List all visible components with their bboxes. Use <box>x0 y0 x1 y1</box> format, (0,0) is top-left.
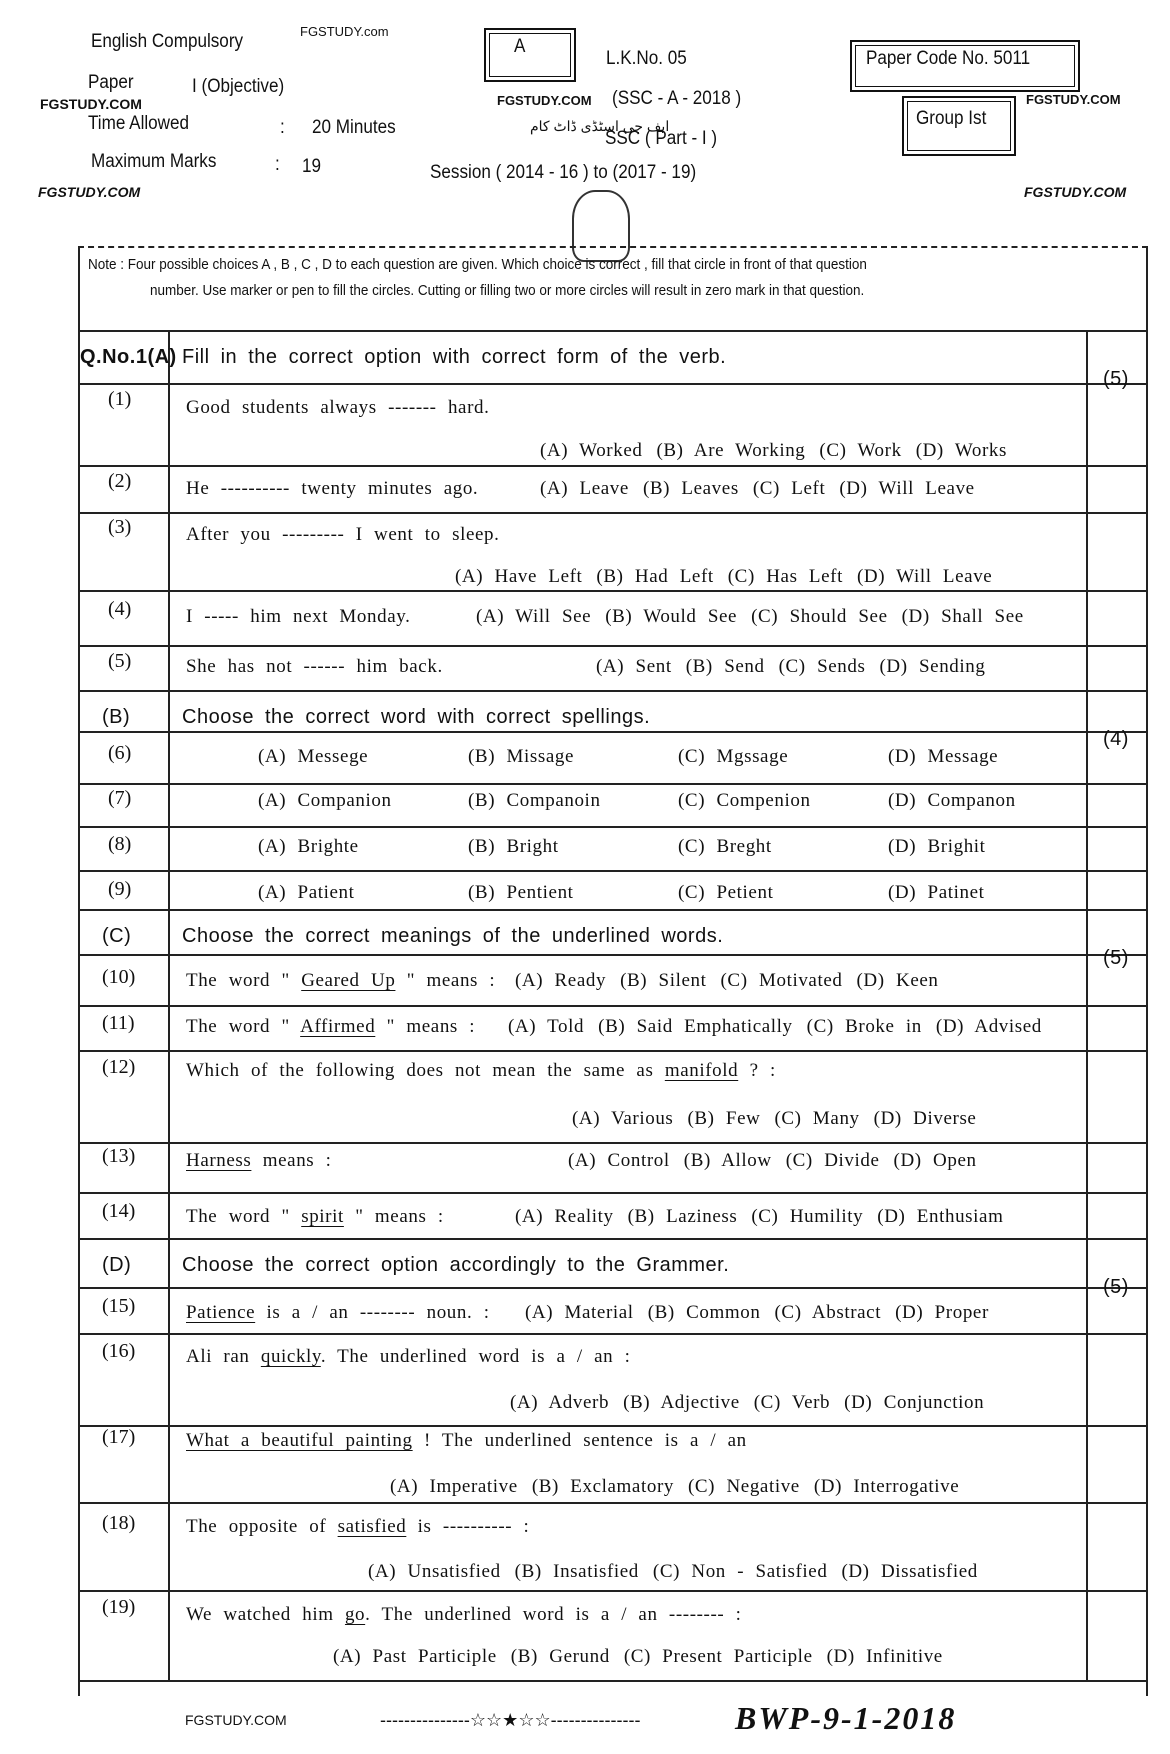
option-a[interactable]: (A) Unsatisfied <box>368 1561 501 1582</box>
options-row <box>515 1206 1017 1228</box>
option-a[interactable]: (A) Companion <box>258 790 392 811</box>
question-number: (5) <box>108 650 132 672</box>
urdu-watermark: ایف جی اسٹڈی ڈاٹ کام <box>530 118 670 134</box>
question-number: (10) <box>102 966 136 988</box>
option-a[interactable]: (A) Will See <box>476 606 592 627</box>
option-d[interactable]: (D) Dissatisfied <box>841 1561 978 1582</box>
options-row <box>596 656 1000 678</box>
watermark: FGSTUDY.COM <box>1024 184 1127 200</box>
option-c[interactable]: (C) Abstract <box>774 1302 882 1323</box>
section-label: (B) <box>102 706 131 728</box>
question-text-part: The opposite of <box>186 1516 338 1537</box>
option-c[interactable]: (C) Work <box>819 440 902 461</box>
paper-code: Paper Code No. 5011 <box>866 48 1031 69</box>
question-text-part: Which of the following does not mean the same as <box>186 1060 665 1081</box>
option-c[interactable]: (C) Petient <box>678 882 774 903</box>
options-row <box>455 566 1006 588</box>
option-c[interactable]: (C) Left <box>752 478 826 499</box>
option-a[interactable]: (A) Adverb <box>510 1392 610 1413</box>
row-divider <box>80 330 1146 332</box>
option-a[interactable]: (A) Messege <box>258 746 369 767</box>
section-title: Fill in the correct option with correct form of the verb. <box>182 346 727 368</box>
option-c[interactable]: (C) Should See <box>751 606 888 627</box>
option-c[interactable]: (C) Many <box>774 1108 860 1129</box>
underlined-word: manifold <box>664 1060 739 1081</box>
option-d[interactable]: (D) Enthusiam <box>877 1206 1004 1227</box>
row-divider <box>80 1425 1146 1427</box>
options-row <box>258 746 1098 768</box>
question-text-part: She has not ------ him back. <box>186 656 443 677</box>
watermark: FGSTUDY.com <box>300 24 389 39</box>
question-number: (13) <box>102 1145 136 1167</box>
option-c[interactable]: (C) Broke in <box>806 1016 922 1037</box>
section-label: Q.No.1(A) <box>80 346 177 368</box>
option-b[interactable]: (B) Laziness <box>627 1206 738 1227</box>
underlined-word: spirit <box>301 1206 344 1227</box>
option-b[interactable]: (B) Bright <box>468 836 559 857</box>
underlined-word: satisfied <box>337 1516 407 1537</box>
option-b[interactable]: (B) Silent <box>620 970 707 991</box>
option-b[interactable]: (B) Gerund <box>510 1646 610 1667</box>
row-divider <box>80 690 1146 692</box>
question-text <box>186 397 489 419</box>
handwritten-date: BWP-9-1-2018 <box>735 1700 957 1736</box>
paper-label: Paper <box>88 72 134 93</box>
option-d[interactable]: (D) Interrogative <box>813 1476 960 1497</box>
option-c[interactable]: (C) Has Left <box>727 566 843 587</box>
row-divider <box>80 826 1146 828</box>
question-text <box>186 524 499 546</box>
option-b[interactable]: (B) Send <box>685 656 765 677</box>
question-text-part: " means : <box>375 1016 476 1037</box>
underlined-word: go <box>344 1604 366 1625</box>
row-divider <box>80 590 1146 592</box>
question-text <box>186 1346 630 1368</box>
option-c[interactable]: (C) Compenion <box>678 790 811 811</box>
question-text-part: We watched him <box>186 1604 345 1625</box>
option-b[interactable]: (B) Exclamatory <box>531 1476 674 1497</box>
row-divider <box>80 1590 1146 1592</box>
question-number: (17) <box>102 1426 136 1448</box>
note-line-2: number. Use marker or pen to fill the circles. Cutting or filling two or more circles will result in zero mark in that question. <box>150 282 865 299</box>
question-text <box>186 1516 529 1538</box>
options-row <box>368 1561 992 1583</box>
option-d[interactable]: (D) Shall See <box>901 606 1024 627</box>
question-number: (8) <box>108 833 132 855</box>
colon: : <box>275 154 280 175</box>
watermark: FGSTUDY.COM <box>40 96 142 112</box>
option-c[interactable]: (C) Verb <box>753 1392 831 1413</box>
option-d[interactable]: (D) Works <box>915 440 1008 461</box>
exam-part: SSC ( Part - I ) <box>605 128 718 149</box>
option-a[interactable]: (A) Patient <box>258 882 355 903</box>
question-text <box>186 656 443 678</box>
options-row <box>258 836 1098 858</box>
row-divider <box>80 645 1146 647</box>
row-divider <box>80 1192 1146 1194</box>
question-text <box>186 1060 776 1082</box>
row-divider <box>80 1050 1146 1052</box>
options-row <box>540 440 1021 462</box>
question-text-part: ? : <box>738 1060 776 1081</box>
question-number: (4) <box>108 598 132 620</box>
option-d[interactable]: (D) Infinitive <box>826 1646 943 1667</box>
row-divider <box>80 909 1146 911</box>
exam-name: (SSC - A - 2018 ) <box>612 88 742 109</box>
group: Group Ist <box>916 108 987 129</box>
paper-letter-box <box>484 28 576 82</box>
subject-title: English Compulsory <box>91 31 244 52</box>
watermark: FGSTUDY.COM <box>38 184 141 200</box>
option-d[interactable]: (D) Sending <box>879 656 986 677</box>
question-text <box>186 970 495 992</box>
row-divider <box>80 954 1146 956</box>
question-text-part: is ---------- : <box>406 1516 530 1537</box>
option-c[interactable]: (C) Non - Satisfied <box>652 1561 828 1582</box>
question-number: (12) <box>102 1056 136 1078</box>
underlined-word: quickly <box>260 1346 321 1367</box>
section-marks: (4) <box>1103 728 1129 750</box>
question-text <box>186 1604 742 1626</box>
option-d[interactable]: (D) Patinet <box>888 882 985 903</box>
row-divider <box>80 1287 1146 1289</box>
underlined-word: Affirmed <box>300 1016 376 1037</box>
section-marks: (5) <box>1103 947 1129 969</box>
option-c[interactable]: (C) Humility <box>751 1206 864 1227</box>
row-divider <box>80 731 1146 733</box>
option-a[interactable]: (A) Past Participle <box>333 1646 497 1667</box>
question-text-part: " means : <box>343 1206 444 1227</box>
option-c[interactable]: (C) Motivated <box>720 970 843 991</box>
option-d[interactable]: (D) Open <box>893 1150 977 1171</box>
marks-label: Maximum Marks <box>91 151 217 172</box>
question-text-part: He ---------- twenty minutes ago. <box>186 478 479 499</box>
question-text-part: . The underlined word is a / an -------- : <box>365 1604 742 1625</box>
option-d[interactable]: (D) Keen <box>856 970 939 991</box>
row-divider <box>80 1005 1146 1007</box>
row-divider <box>80 383 1146 385</box>
footer-stars: ---------------☆☆★☆☆--------------- <box>380 1710 641 1730</box>
colon: : <box>280 117 285 138</box>
question-number: (9) <box>108 878 132 900</box>
option-b[interactable]: (B) Pentient <box>468 882 574 903</box>
question-number: (15) <box>102 1295 136 1317</box>
watermark: FGSTUDY.COM <box>497 93 592 108</box>
options-row <box>258 790 1098 812</box>
question-text-part: " means : <box>395 970 496 991</box>
option-b[interactable]: (B) Common <box>647 1302 761 1323</box>
question-number: (11) <box>102 1012 135 1034</box>
underlined-word: Geared Up <box>301 970 396 991</box>
option-b[interactable]: (B) Are Working <box>656 440 806 461</box>
question-number: (14) <box>102 1200 136 1222</box>
question-text-part: The word " <box>186 970 302 991</box>
option-b[interactable]: (B) Leaves <box>642 478 739 499</box>
question-text-part: After you --------- I went to sleep. <box>186 524 500 545</box>
option-d[interactable]: (D) Conjunction <box>844 1392 985 1413</box>
row-divider <box>80 870 1146 872</box>
row-divider <box>80 1142 1146 1144</box>
options-row <box>540 478 989 500</box>
question-text-part: ! The underlined sentence is a / an <box>412 1430 747 1451</box>
question-text <box>186 1206 444 1228</box>
option-a[interactable]: (A) Material <box>525 1302 634 1323</box>
options-row <box>515 970 953 992</box>
option-b[interactable]: (B) Insatisfied <box>514 1561 639 1582</box>
section-label: (C) <box>102 925 132 947</box>
section-marks: (5) <box>1103 1276 1129 1298</box>
option-c[interactable]: (C) Present Participle <box>623 1646 813 1667</box>
row-divider <box>80 1333 1146 1335</box>
section-title: Choose the correct meanings of the underlined words. <box>182 925 724 947</box>
session: Session ( 2014 - 16 ) to (2017 - 19) <box>430 162 697 183</box>
option-d[interactable]: (D) Will Leave <box>856 566 993 587</box>
options-row <box>508 1016 1056 1038</box>
question-text <box>186 1430 747 1452</box>
option-a[interactable]: (A) Reality <box>515 1206 614 1227</box>
question-number: (2) <box>108 470 132 492</box>
option-c[interactable]: (C) Breght <box>678 836 772 857</box>
question-text-part: The word " <box>186 1206 302 1227</box>
section-label: (D) <box>102 1254 132 1276</box>
option-d[interactable]: (D) Companon <box>888 790 1016 811</box>
lk-number: L.K.No. 05 <box>606 48 687 69</box>
option-a[interactable]: (A) Brighte <box>258 836 359 857</box>
question-number: (16) <box>102 1340 136 1362</box>
question-text-part: The word " <box>186 1016 301 1037</box>
option-b[interactable]: (B) Missage <box>468 746 575 767</box>
row-divider <box>80 512 1146 514</box>
watermark: FGSTUDY.COM <box>1026 92 1121 107</box>
option-c[interactable]: (C) Divide <box>785 1150 880 1171</box>
options-row <box>525 1302 1003 1324</box>
option-d[interactable]: (D) Advised <box>935 1016 1042 1037</box>
option-a[interactable]: (A) Imperative <box>390 1476 518 1497</box>
option-d[interactable]: (D) Will Leave <box>839 478 975 499</box>
question-number: (19) <box>102 1596 136 1618</box>
option-d[interactable]: (D) Brighit <box>888 836 986 857</box>
options-row <box>568 1150 991 1172</box>
option-c[interactable]: (C) Sends <box>778 656 866 677</box>
options-row <box>510 1392 998 1414</box>
options-row <box>572 1108 990 1130</box>
question-number: (1) <box>108 388 132 410</box>
option-a[interactable]: (A) Various <box>572 1108 674 1129</box>
section-title: Choose the correct word with correct spellings. <box>182 706 651 728</box>
question-text-part: Ali ran <box>186 1346 261 1367</box>
option-c[interactable]: (C) Negative <box>687 1476 800 1497</box>
row-divider <box>80 783 1146 785</box>
underlined-word: What a beautiful painting <box>186 1430 413 1451</box>
question-text <box>186 1016 475 1038</box>
footer-site: FGSTUDY.COM <box>185 1712 287 1728</box>
frame-left-border <box>78 326 80 1696</box>
underlined-word: Patience <box>186 1302 256 1323</box>
question-text-part: Good students always ------- hard. <box>186 397 490 418</box>
section-marks: (5) <box>1103 368 1129 390</box>
question-text-part: I ----- him next Monday. <box>186 606 411 627</box>
question-number: (7) <box>108 787 132 809</box>
question-text <box>186 1150 332 1172</box>
row-divider <box>80 1502 1146 1504</box>
paper-letter: A <box>514 36 526 57</box>
option-d[interactable]: (D) Diverse <box>873 1108 977 1129</box>
time-label: Time Allowed <box>88 113 190 134</box>
options-row <box>390 1476 973 1498</box>
note-line-1: Note : Four possible choices A , B , C , D to each question are given. Which choice is correct , fill that circle in front of that question <box>88 256 867 273</box>
marks-value: 19 <box>302 156 322 177</box>
option-b[interactable]: (B) Allow <box>683 1150 772 1171</box>
option-b[interactable]: (B) Adjective <box>623 1392 740 1413</box>
option-d[interactable]: (D) Proper <box>895 1302 989 1323</box>
option-b[interactable]: (B) Would See <box>605 606 738 627</box>
options-row <box>258 882 1098 904</box>
option-a[interactable]: (A) Worked <box>540 440 643 461</box>
option-a[interactable]: (A) Have Left <box>455 566 583 587</box>
option-a[interactable]: (A) Sent <box>596 656 672 677</box>
option-b[interactable]: (B) Had Left <box>596 566 714 587</box>
question-text <box>186 478 478 500</box>
options-row <box>333 1646 957 1668</box>
option-b[interactable]: (B) Companoin <box>468 790 601 811</box>
option-a[interactable]: (A) Told <box>508 1016 585 1037</box>
row-divider <box>80 465 1146 467</box>
option-a[interactable]: (A) Ready <box>515 970 607 991</box>
question-number: (3) <box>108 516 132 538</box>
section-title: Choose the correct option accordingly to the Grammer. <box>182 1254 730 1276</box>
question-text-part: is a / an -------- noun. : <box>255 1302 490 1323</box>
frame-right-border <box>1146 326 1148 1696</box>
option-d[interactable]: (D) Message <box>888 746 999 767</box>
question-number: (18) <box>102 1512 136 1534</box>
time-value: 20 Minutes <box>312 117 396 138</box>
underlined-word: Harness <box>186 1150 252 1171</box>
option-a[interactable]: (A) Leave <box>540 478 629 499</box>
row-divider <box>80 1680 1146 1682</box>
question-text-part: means : <box>251 1150 332 1171</box>
question-text-part: . The underlined word is a / an : <box>320 1346 631 1367</box>
row-divider <box>80 1238 1146 1240</box>
question-text <box>186 606 410 628</box>
options-row <box>476 606 1038 628</box>
option-b[interactable]: (B) Said Emphatically <box>598 1016 793 1037</box>
option-b[interactable]: (B) Few <box>687 1108 761 1129</box>
question-number: (6) <box>108 742 132 764</box>
option-c[interactable]: (C) Mgssage <box>678 746 789 767</box>
option-a[interactable]: (A) Control <box>568 1150 670 1171</box>
question-text <box>186 1302 490 1324</box>
paper-value: I (Objective) <box>192 76 285 97</box>
